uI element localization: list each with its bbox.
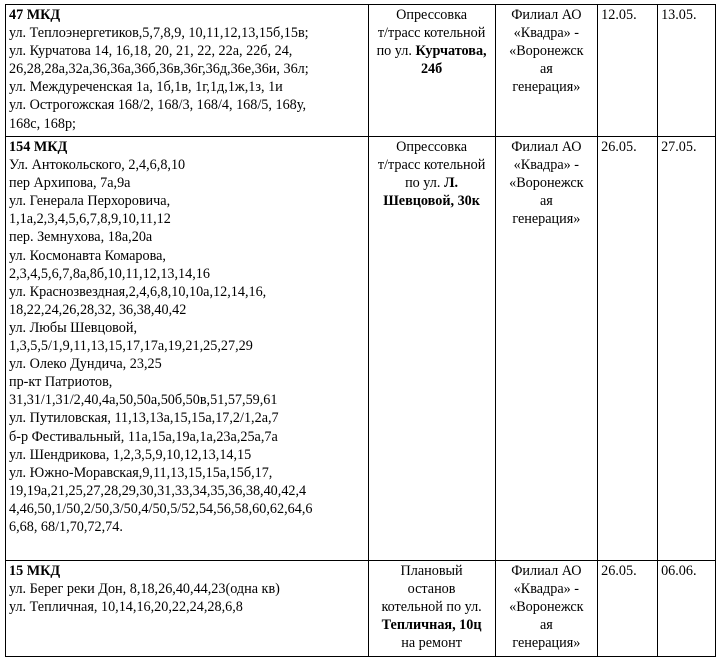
address-cell xyxy=(6,5,369,137)
start-date-cell xyxy=(598,137,658,561)
org-line: «Квадра» - xyxy=(513,25,580,42)
end-date: 06.06. xyxy=(661,563,697,579)
org-line: генерация» xyxy=(512,79,581,96)
org-cell xyxy=(495,5,598,137)
work-street-bold: Шевцовой, 30к xyxy=(383,193,480,210)
org-cell xyxy=(495,561,598,657)
house-count-title: 47 МКД xyxy=(9,7,61,23)
work-line: т/трасс котельной xyxy=(377,25,486,42)
work-street-bold: Л. xyxy=(443,175,459,192)
work-line: Плановый xyxy=(400,563,463,579)
org-line: Филиал АО xyxy=(511,7,582,23)
work-street-bold: Тепличная, 10ц xyxy=(381,617,482,634)
address-list: Ул. Антокольского, 2,4,6,8,10 пер Архипова, 7а,9а ул. Генерала Перхоровича, 1,1а,2,3,4,5,6,7,8,9,10,11,12 пер. Земнухова, 18а,20а ул. Космонавта Комарова, 2,3,4,5,6,7,8а,8б,10,11,12,13,14,16 ул. Краснозвездная,2,4,6,8,10,10а,12,14,16, 18,22,24,26,28,32, 36,38,40,42 ул. Любы Шевцовой, 1,3,5,5/1,9,11,13,15,17,17а,19,21,25,27,29 ул. Олеко Дундича, 23,25 пр-кт Патриотов, 31,31/1,31/2,40,4а,50,50а,50б,50в,51,57,59,61 ул. Путиловская, 11,13,13а,15,15а,17,2/1,2а,7 б-р Фестивальный, 11а,15а,19а,1а,23а,25а,7а ул. Шендрикова, 1,2,3,5,9,10,12,13,14,15 ул. Южно-Моравская,9,11,13,15,15а,15б,17, 19,19а,21,25,27,28,29,30,31,33,34,35,36,38,40,42,4 4,46,50,1/50,2/50,3/50,4/50,5/52,54,56,58,60,62,64,6 6,68, 68/1,70,72,74. xyxy=(9,157,313,535)
start-date: 26.05. xyxy=(601,139,637,155)
end-date-cell xyxy=(658,5,716,137)
address-cell xyxy=(6,561,369,657)
table-row xyxy=(6,561,716,657)
work-line: Опрессовка xyxy=(396,139,468,155)
work-line: по ул. xyxy=(376,43,412,60)
address-cell xyxy=(6,137,369,561)
end-date-cell xyxy=(658,137,716,561)
work-cell xyxy=(368,5,495,137)
org-line: ая xyxy=(539,61,553,78)
end-date-cell xyxy=(658,561,716,657)
org-line: генерация» xyxy=(512,211,581,228)
start-date: 26.05. xyxy=(601,563,637,579)
org-line: генерация» xyxy=(512,635,581,652)
work-cell xyxy=(368,561,495,657)
org-line: ая xyxy=(539,193,553,210)
org-line: «Квадра» - xyxy=(513,157,580,174)
house-count-title: 154 МКД xyxy=(9,139,68,155)
org-line: «Воронежск xyxy=(509,43,584,60)
org-line: ая xyxy=(539,617,553,634)
org-cell xyxy=(495,137,598,561)
end-date: 13.05. xyxy=(661,7,697,23)
work-line: на ремонт xyxy=(401,635,462,652)
org-line: «Квадра» - xyxy=(513,581,580,598)
work-line: т/трасс котельной xyxy=(377,157,486,174)
work-line: Опрессовка xyxy=(396,7,468,23)
org-line: Филиал АО xyxy=(511,139,582,155)
work-street-bold: Курчатова, 24б xyxy=(415,43,487,78)
work-cell xyxy=(368,137,495,561)
start-date-cell xyxy=(598,5,658,137)
table-row xyxy=(6,137,716,561)
end-date: 27.05. xyxy=(661,139,697,155)
address-list: ул. Берег реки Дон, 8,18,26,40,44,23(одна кв) ул. Тепличная, 10,14,16,20,22,24,28,6,8 xyxy=(9,581,280,616)
start-date: 12.05. xyxy=(601,7,637,23)
start-date-cell xyxy=(598,561,658,657)
work-line: по ул. xyxy=(405,175,441,192)
schedule-table xyxy=(5,4,716,657)
work-line: останов xyxy=(407,581,456,598)
org-line: «Воронежск xyxy=(509,175,584,192)
address-list: ул. Теплоэнергетиков,5,7,8,9, 10,11,12,13,15б,15в; ул. Курчатова 14, 16,18, 20, 21, 22, 22а, 22б, 24, 26,28,28а,32а,36,36а,36б,36в,36г,36д,36е,36и, 36л; ул. Междуреченская 1а, 1б,1в, 1г,1д,1ж,1з, 1и ул. Острогожская 168/2, 168/3, 168/4, 168/5, 168у, 168с, 168р; xyxy=(9,25,309,132)
work-line: котельной по ул. xyxy=(381,599,482,616)
org-line: Филиал АО xyxy=(511,563,582,579)
table-row xyxy=(6,5,716,137)
org-line: «Воронежск xyxy=(509,599,584,616)
house-count-title: 15 МКД xyxy=(9,563,61,579)
